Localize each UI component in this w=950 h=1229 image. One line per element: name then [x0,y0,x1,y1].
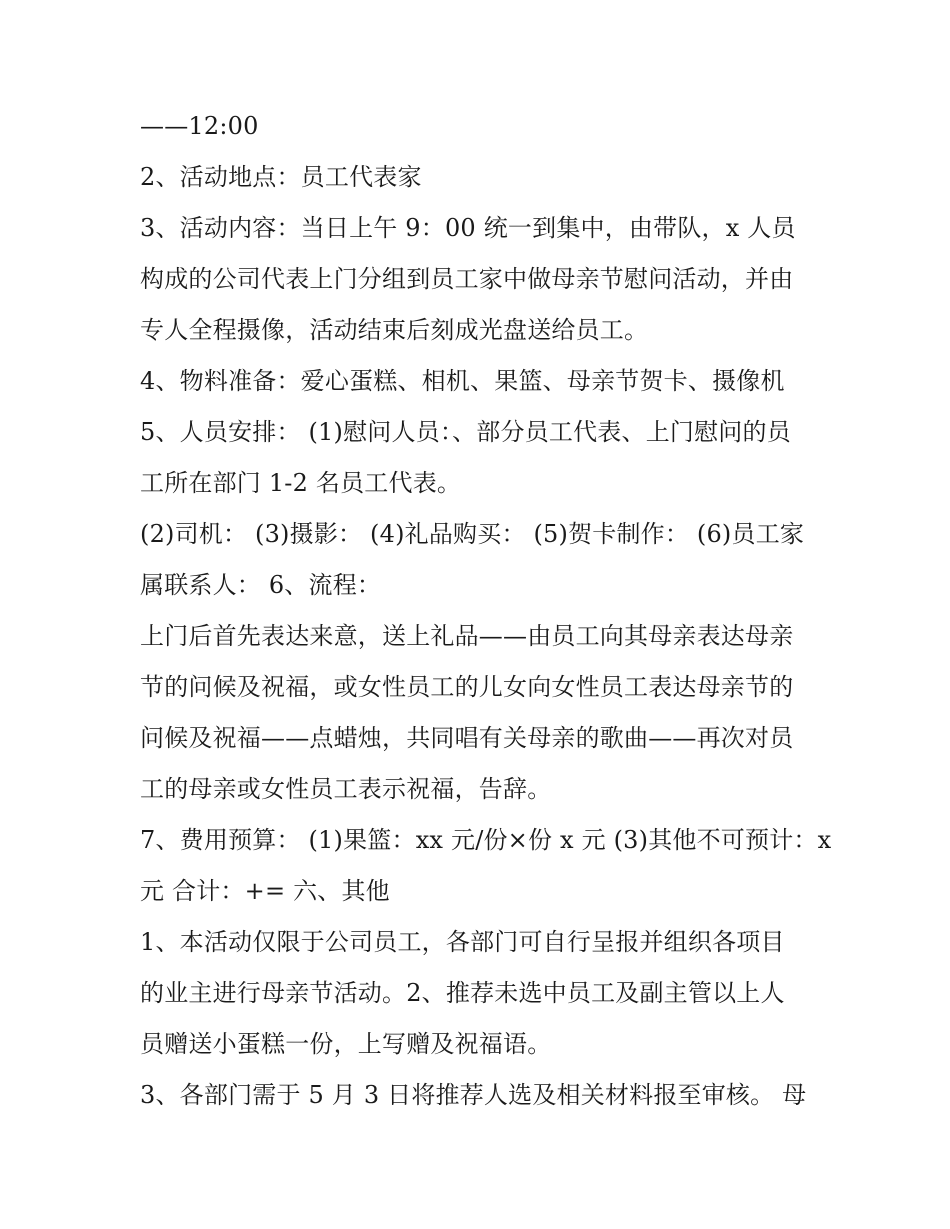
text-line-other-3: 员赠送小蛋糕一份，上写赠及祝福语。 [140,1030,552,1058]
text-line-process-2: 节的问候及祝福，或女性员工的儿女向女性员工表达母亲节的 [140,673,794,701]
text-line-content-1: 3、活动内容：当日上午 9：00 统一到集中，由带队，x 人员 [140,214,796,242]
text-line-content-3: 专人全程摄像，活动结束后刻成光盘送给员工。 [140,316,649,344]
text-line-content-2: 构成的公司代表上门分组到员工家中做母亲节慰问活动，并由 [140,265,794,293]
text-line-staffing-1: 5、人员安排： (1)慰问人员：、部分员工代表、上门慰问的员 [140,418,791,446]
text-line-other-2: 的业主进行母亲节活动。2、推荐未选中员工及副主管以上人 [140,979,785,1007]
text-line-staffing-3: (2)司机： (3)摄影： (4)礼品购买： (5)贺卡制作： (6)员工家 [140,520,805,548]
text-line-location: 2、活动地点：员工代表家 [140,163,422,191]
text-line-time-end: ——12:00 [140,112,259,140]
text-line-staffing-2: 工所在部门 1-2 名员工代表。 [140,469,462,497]
text-line-materials: 4、物料准备：爱心蛋糕、相机、果篮、母亲节贺卡、摄像机 [140,367,785,395]
text-line-process-1: 上门后首先表达来意，送上礼品——由员工向其母亲表达母亲 [140,622,794,650]
text-line-process-3: 问候及祝福——点蜡烛，共同唱有关母亲的歌曲——再次对员 [140,724,794,752]
text-line-budget-2: 元 合计：+= 六、其他 [140,877,390,905]
text-line-budget-1: 7、费用预算： (1)果篮：xx 元/份×份 x 元 (3)其他不可预计：x [140,826,832,854]
text-line-other-1: 1、本活动仅限于公司员工，各部门可自行呈报并组织各项目 [140,928,785,956]
text-line-process-4: 工的母亲或女性员工表示祝福，告辞。 [140,775,552,803]
text-line-other-4: 3、各部门需于 5 月 3 日将推荐人选及相关材料报至审核。 母 [140,1081,807,1109]
document-body [140,105,832,1125]
text-line-staffing-4: 属联系人： 6、流程： [140,571,382,599]
